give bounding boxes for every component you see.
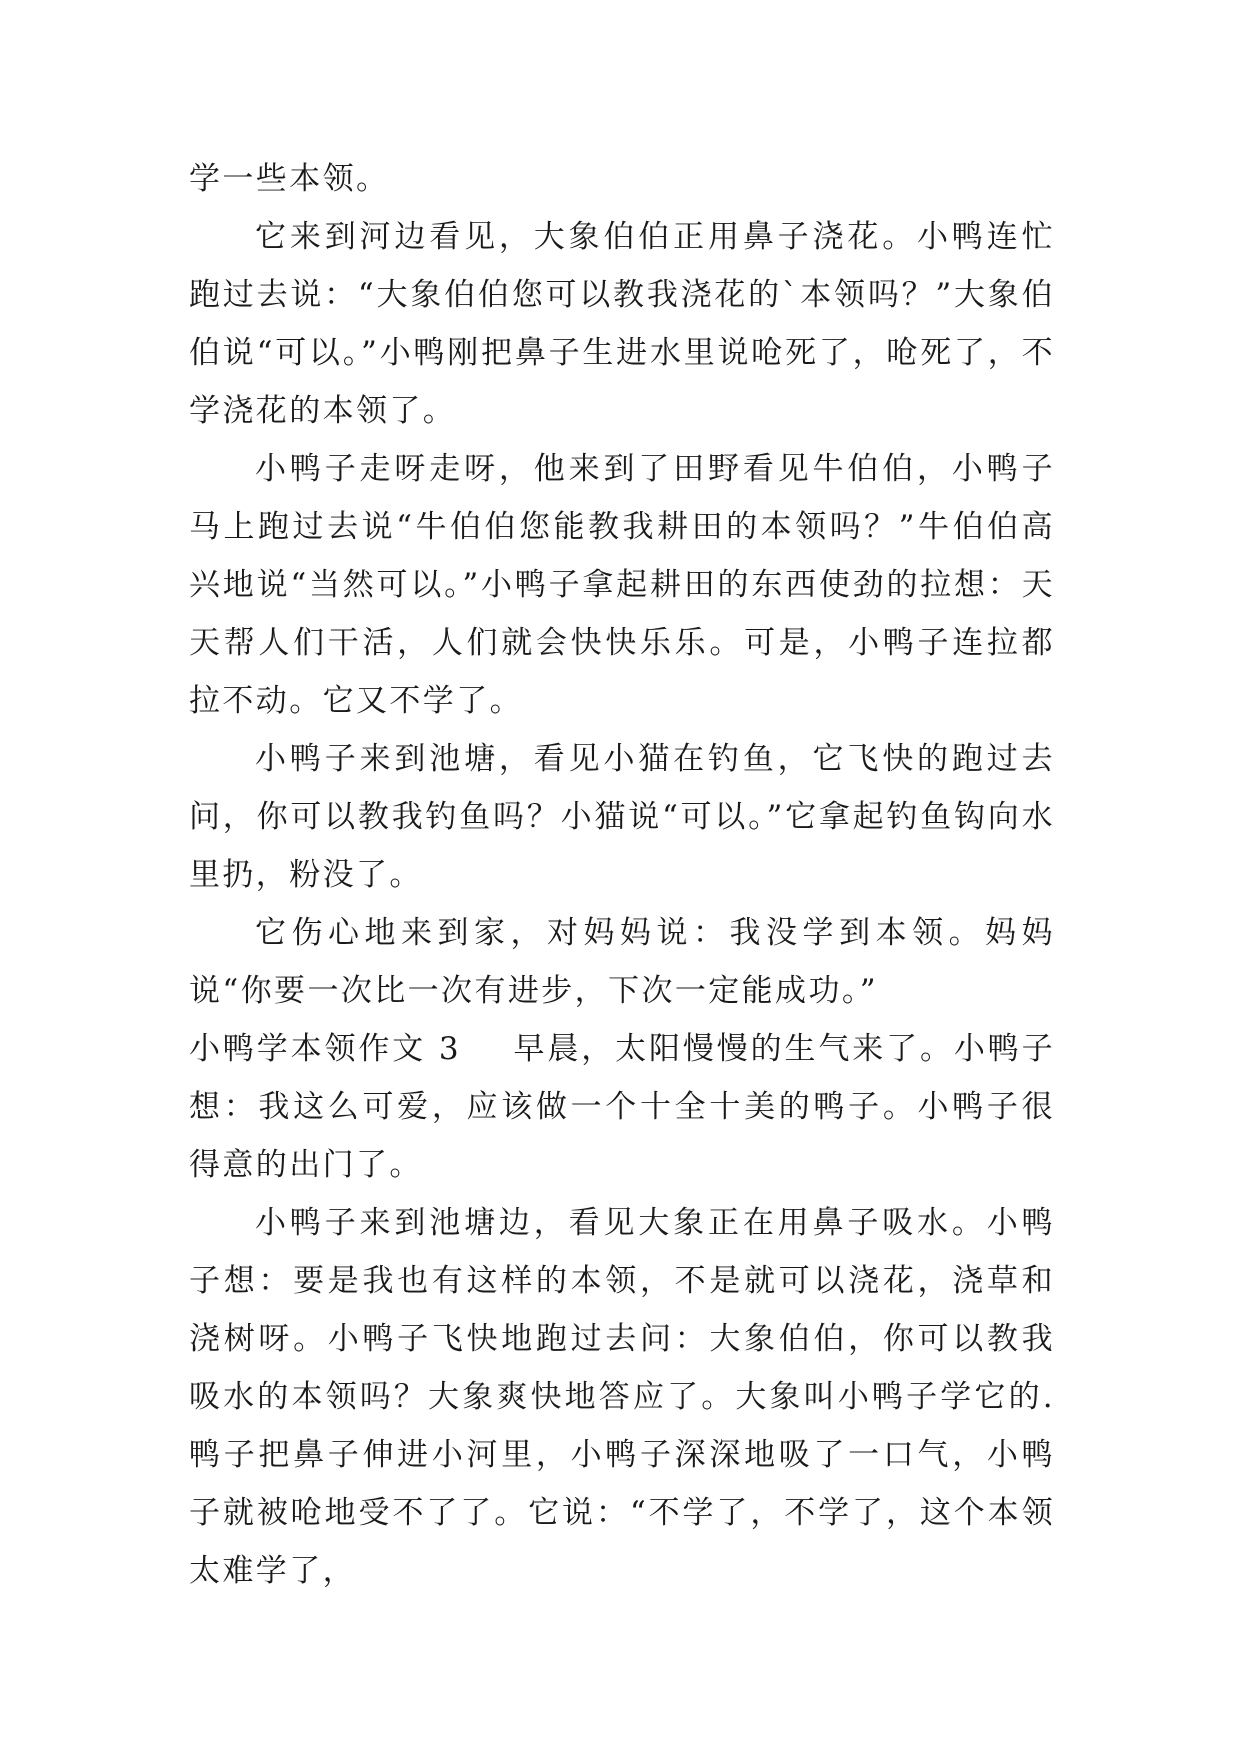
- paragraph-elephant-sucking-water: 小鸭子来到池塘边，看见大象正在用鼻子吸水。小鸭子想：要是我也有这样的本领，不是就可以浇花，浇草和浇树呀。小鸭子飞快地跑过去问：大象伯伯，你可以教我吸水的本领吗？大象爽快地答应了。大象叫小鸭子学它的.鸭子把鼻子伸进小河里，小鸭子深深地吸了一口气，小鸭子就被呛地受不了了。它说：“不学了，不学了，这个本领太难学了，: [189, 1205, 1055, 1589]
- paragraph-elephant-watering: 它来到河边看见，大象伯伯正用鼻子浇花。小鸭连忙跑过去说：“大象伯伯您可以教我浇花的`本领吗？”大象伯伯说“可以。”小鸭刚把鼻子生进水里说呛死了，呛死了，不学浇花的本领了。: [189, 219, 1055, 429]
- paragraph-continuation: 学一些本领。: [189, 161, 390, 197]
- paragraph-cat-fishing: 小鸭子来到池塘，看见小猫在钓鱼，它飞快的跑过去问，你可以教我钓鱼吗？小猫说“可以。”它拿起钓鱼钩向水里扔，粉没了。: [189, 741, 1055, 893]
- section-heading-line: [189, 1020, 1055, 1194]
- section-title: 小鸭学本领作文 3: [189, 1031, 461, 1067]
- section-opening-text: 早晨，太阳慢慢的生气来了。小鸭子想：我这么可爱，应该做一个十全十美的鸭子。小鸭子很得意的出门了。: [189, 1031, 1055, 1183]
- document-body: [189, 150, 1055, 1600]
- paragraph-ox-plowing: 小鸭子走呀走呀，他来到了田野看见牛伯伯，小鸭子马上跑过去说“牛伯伯您能教我耕田的本领吗？”牛伯伯高兴地说“当然可以。”小鸭子拿起耕田的东西使劲的拉想：天天帮人们干活，人们就会快快乐乐。可是，小鸭子连拉都拉不动。它又不学了。: [189, 451, 1055, 719]
- paragraph-mother: 它伤心地来到家，对妈妈说：我没学到本领。妈妈说“你要一次比一次有进步，下次一定能成功。”: [189, 915, 1055, 1009]
